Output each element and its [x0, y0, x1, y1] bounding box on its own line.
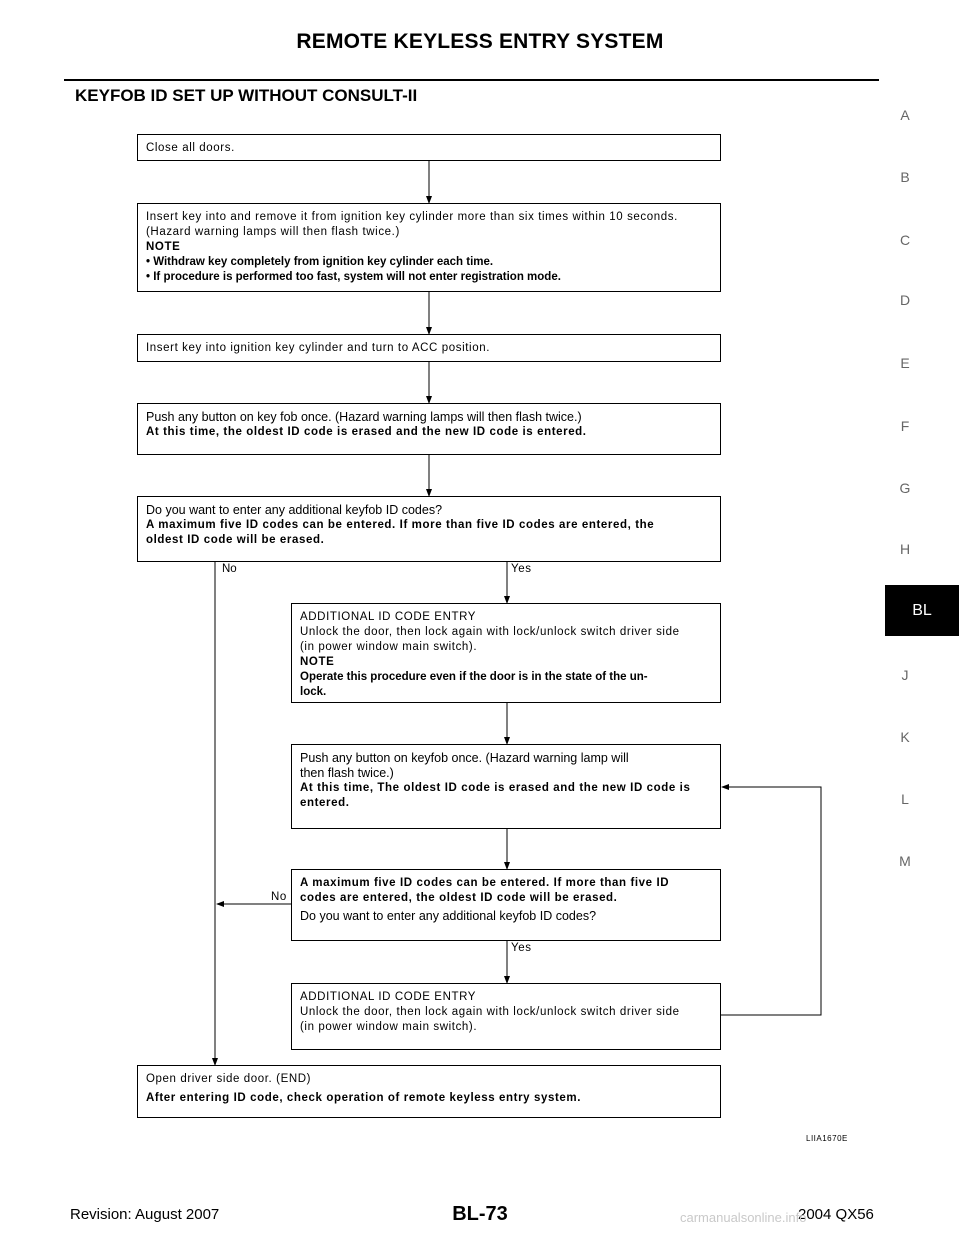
index-letter-m[interactable]: M	[899, 853, 911, 869]
step9-line2: (in power window main switch).	[300, 1021, 478, 1033]
figure-id: LIIA1670E	[806, 1134, 848, 1143]
step9-title: ADDITIONAL ID CODE ENTRY	[300, 991, 477, 1003]
label-yes-1: Yes	[511, 563, 532, 575]
index-letter-f[interactable]: F	[900, 418, 910, 434]
step2-note-label: NOTE	[146, 241, 181, 253]
index-letter-g[interactable]: G	[899, 480, 911, 496]
section-title: KEYFOB ID SET UP WITHOUT CONSULT-II	[75, 86, 418, 105]
step6-title: ADDITIONAL ID CODE ENTRY	[300, 611, 477, 623]
step7-bold-2: entered.	[300, 797, 350, 809]
step3-text: Insert key into ignition key cylinder and turn to ACC position.	[146, 342, 490, 354]
label-yes-2: Yes	[511, 942, 532, 954]
step-insert-remove-key	[137, 203, 721, 292]
index-letter-e[interactable]: E	[900, 355, 910, 371]
step6-line1: Unlock the door, then lock again with lock/unlock switch driver side	[300, 626, 680, 638]
index-letter-b[interactable]: B	[900, 169, 910, 185]
step9-line1: Unlock the door, then lock again with lock/unlock switch driver side	[300, 1006, 680, 1018]
step10-text: Open driver side door. (END)	[146, 1073, 312, 1085]
index-tab-bl-active[interactable]: BL	[885, 585, 959, 636]
step6-note-1: Operate this procedure even if the door is in the state of the un-	[300, 671, 648, 683]
step8-bold-2: codes are entered, the oldest ID code will be erased.	[300, 892, 618, 904]
step8-bold-1: A maximum five ID codes can be entered. If more than five ID	[300, 877, 670, 889]
step7-line2: then flash twice.)	[300, 766, 394, 780]
step6-line2: (in power window main switch).	[300, 641, 478, 653]
step7-line1: Push any button on keyfob once. (Hazard warning lamp will	[300, 751, 629, 765]
index-letter-k[interactable]: K	[900, 729, 910, 745]
step2-note-2: • If procedure is performed too fast, system will not enter registration mode.	[146, 271, 561, 283]
step-additional-codes-question	[137, 496, 721, 562]
step6-note-2: lock.	[300, 686, 327, 698]
label-no-2: No	[271, 891, 287, 903]
step-insert-acc	[137, 334, 721, 362]
index-letter-d[interactable]: D	[899, 292, 911, 308]
footer-revision: Revision: August 2007	[70, 1206, 220, 1223]
step8-question: Do you want to enter any additional keyfob ID codes?	[300, 909, 597, 923]
footer-model: 2004 QX56	[798, 1206, 874, 1223]
index-letter-h[interactable]: H	[899, 541, 911, 557]
step2-line1: Insert key into and remove it from ignition key cylinder more than six times within 10 seconds.	[146, 211, 678, 223]
step-additional-id-entry-1	[291, 603, 721, 703]
step-close-doors	[137, 134, 721, 161]
step4-bold: At this time, the oldest ID code is erased and the new ID code is entered.	[146, 426, 587, 438]
label-no-1: No	[222, 563, 237, 575]
step5-bold-1: A maximum five ID codes can be entered. If more than five ID codes are entered, the	[146, 519, 655, 531]
index-letter-j[interactable]: J	[901, 667, 909, 683]
connector-loop-back	[720, 787, 821, 1015]
step6-note-label: NOTE	[300, 656, 335, 668]
step5-question: Do you want to enter any additional keyfob ID codes?	[146, 503, 443, 517]
step2-note-1: • Withdraw key completely from ignition key cylinder each time.	[146, 256, 494, 268]
step10-bold: After entering ID code, check operation of remote keyless entry system.	[146, 1092, 582, 1104]
step-additional-id-entry-2	[291, 983, 721, 1050]
step4-text: Push any button on key fob once. (Hazard warning lamps will then flash twice.)	[146, 410, 582, 424]
step2-line2: (Hazard warning lamps will then flash twice.)	[146, 226, 400, 238]
footer-page-number: BL-73	[452, 1203, 508, 1225]
index-letter-a[interactable]: A	[900, 107, 910, 123]
index-letter-l[interactable]: L	[901, 791, 909, 807]
watermark: carmanualsonline.info	[680, 1210, 807, 1225]
step-open-driver-door	[137, 1065, 721, 1118]
step-close-doors-text: Close all doors.	[146, 142, 235, 154]
step-push-button-fob	[137, 403, 721, 455]
step-push-button-keyfob	[291, 744, 721, 829]
step-max-codes-question	[291, 869, 721, 941]
page-title: REMOTE KEYLESS ENTRY SYSTEM	[296, 30, 664, 53]
step5-bold-2: oldest ID code will be erased.	[146, 534, 325, 546]
step7-bold-1: At this time, The oldest ID code is erased and the new ID code is	[300, 782, 691, 794]
index-letter-c[interactable]: C	[899, 232, 911, 248]
